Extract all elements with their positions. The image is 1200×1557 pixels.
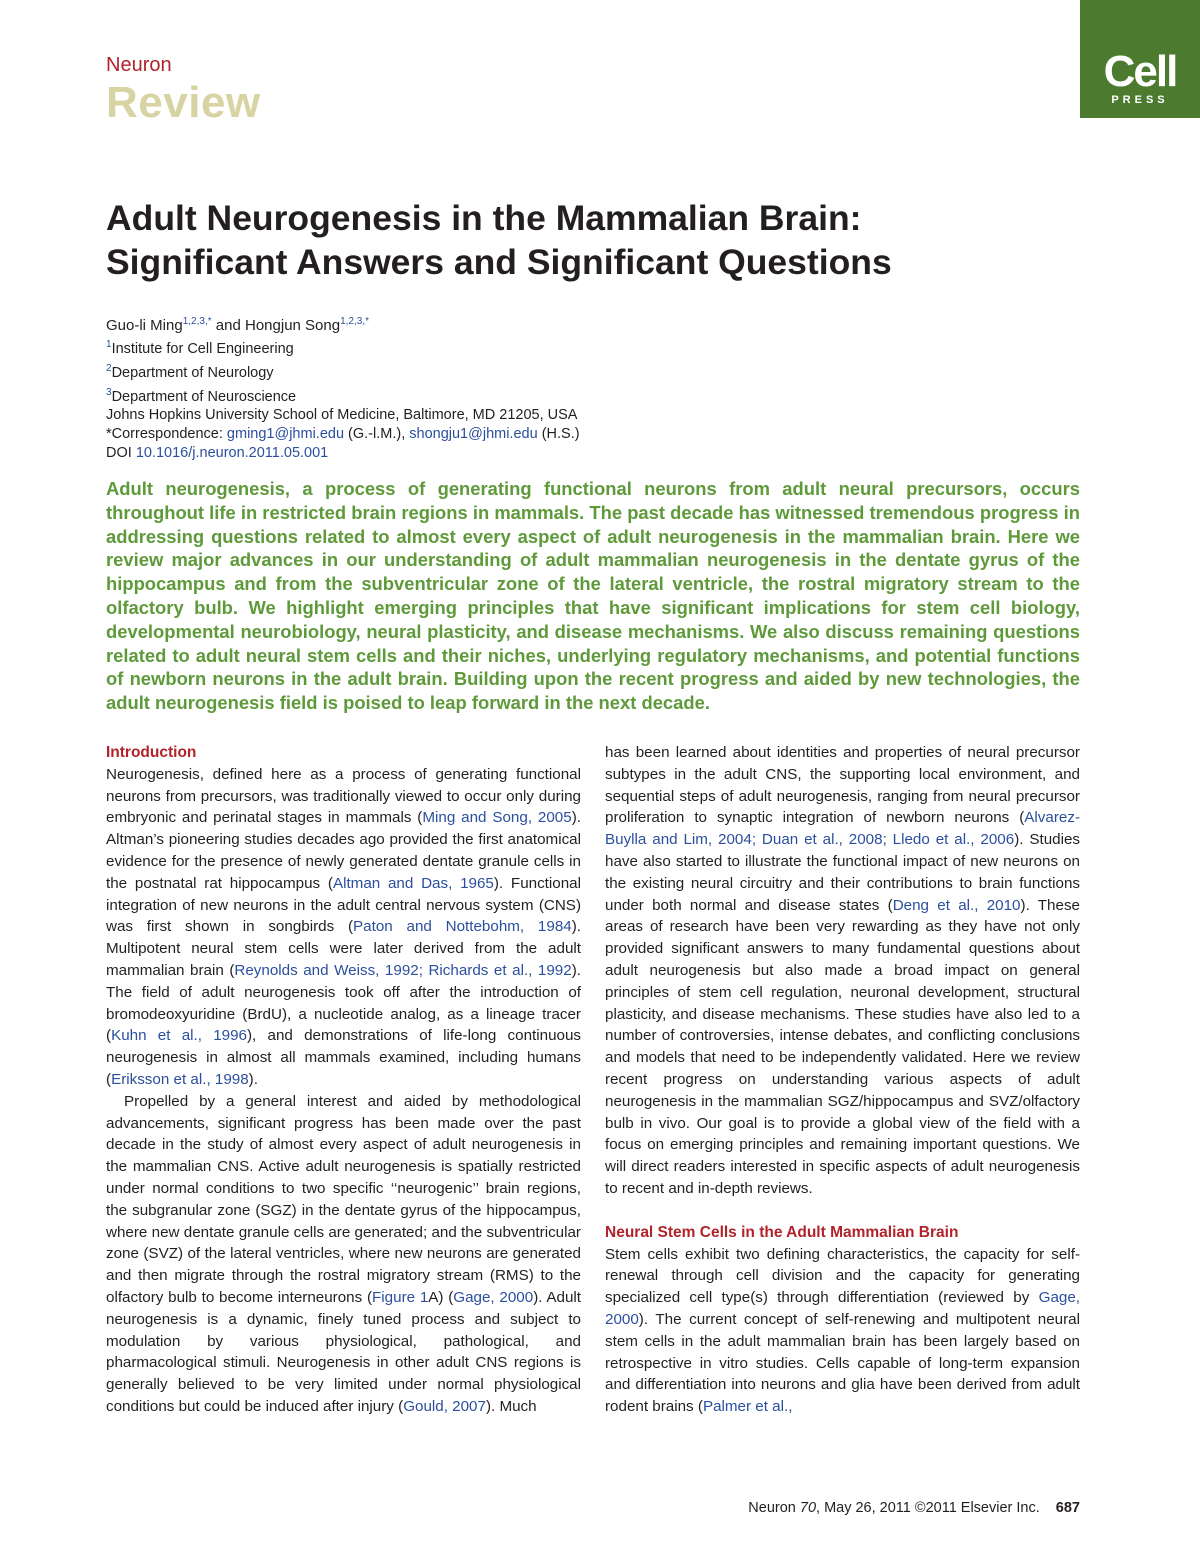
page-number: 687 xyxy=(1055,1500,1080,1516)
cell-press-logo xyxy=(1080,0,1200,118)
citation-link[interactable]: Eriksson et al., 1998 xyxy=(111,1070,249,1088)
author-name: Guo-li Ming xyxy=(106,317,183,334)
author-conjunction: and xyxy=(215,317,241,334)
paragraph: Neurogenesis, defined here as a process of generating functional neurons from precursors, was traditionally viewed to occur only during embryonic and perinatal stages in mammals (Ming and Song, 2005). Altman’s pioneering studies decades ago provided the first anatomical evidence for the presence of newly generated dentate granule cells in the postnatal rat hippocampus (Altman and Das, 1965). Functional integration of new neurons in the adult central nervous system (CNS) was first shown in songbirds (Paton and Nottebohm, 1984). Multipotent neural stem cells were later derived from the adult mammalian brain (Reynolds and Weiss, 1992; Richards et al., 1992). The field of adult neurogenesis took off after the introduction of bromodeoxyuridine (BrdU), a nucleotide analog, as a lineage tracer (Kuhn et al., 1996), and demonstrations of life-long continuous neurogenesis in almost all mammals examined, including humans (Eriksson et al., 1998). xyxy=(106,765,581,1088)
text-column-left xyxy=(106,742,581,1418)
logo-sub-text: PRESS xyxy=(1111,94,1169,106)
author-line xyxy=(106,312,580,335)
affiliation-2: $^2$Department of Neurology xyxy=(106,362,274,381)
citation-link[interactable]: Paton and Nottebohm, 1984 xyxy=(353,918,572,936)
figure-link[interactable]: Figure 1 xyxy=(372,1288,429,1306)
citation-link[interactable]: Kuhn et al., 1996 xyxy=(111,1027,247,1045)
page-footer xyxy=(748,1500,1080,1516)
doi-line: DOI 10.1016/j.neuron.2011.05.001 xyxy=(106,445,329,462)
citation-link[interactable]: Altman and Das, 1965 xyxy=(332,874,494,892)
section-label: Review xyxy=(106,78,261,127)
citation-link[interactable]: Palmer et al., xyxy=(702,1398,793,1416)
citation-link[interactable]: Gage, 2000 xyxy=(453,1288,534,1306)
author-block xyxy=(106,312,580,463)
correspondence: *Correspondence: gming1@jhmi.edu (G.-l.M.), shongju1@jhmi.edu (H.S.) xyxy=(106,426,580,443)
affiliation-3: $^3$Department of Neuroscience xyxy=(106,386,297,405)
citation-link[interactable]: Gould, 2007 xyxy=(403,1397,486,1415)
paragraph-continued: has been learned about identities and properties of neural precursor subtypes in the adult CNS, the supporting local environment, and sequential steps of adult neurogenesis, ranging from neural precursor proliferation to synaptic integration of newborn neurons (Alvarez-Buylla and Lim, 2004; Duan et al., 2008; Lledo et al., 2006). Studies have also started to illustrate the functional impact of new neurons on the existing neural circuitry and their contributions to brain functions under both normal and disease states (Deng et al., 2010). These areas of research have been very rewarding as they have not only provided significant answers to many fundamental questions about adult neurogenesis but also made a broad impact on general principles of stem cell regulation, neuronal development, structural plasticity, and disease mechanisms. These studies have also led to a number of controversies, intense debates, and conflicting conclusions and models that need to be independently validated. Here we review recent progress on understanding various aspects of adult neurogenesis in the mammalian SGZ/hippocampus and SVZ/olfactory bulb in vivo. Our goal is to provide a global view of the field with a focus on emerging principles and remaining important questions. We will direct readers interested in specific aspects of adult neurogenesis to recent and in-depth reviews. xyxy=(605,744,1081,1197)
citation-link[interactable]: Ming and Song, 2005 xyxy=(422,809,572,827)
doi-link[interactable]: 10.1016/j.neuron.2011.05.001 xyxy=(135,445,329,462)
section-heading-introduction: Introduction xyxy=(106,744,197,761)
title-line-1: Adult Neurogenesis in the Mammalian Brain: xyxy=(106,198,862,238)
title-line-2: Significant Answers and Significant Questions xyxy=(106,242,892,282)
email-link[interactable]: gming1@jhmi.edu xyxy=(226,426,345,443)
journal-name: Neuron xyxy=(106,54,172,76)
footer-volume: 70 xyxy=(799,1500,817,1516)
citation-link[interactable]: Gage, 2000 xyxy=(605,1289,1080,1328)
paragraph: Stem cells exhibit two defining characteristics, the capacity for self-renewal through cell division and the capacity for generating specialized cell type(s) through differentiation (reviewed by Gage, 2000). The current concept of self-renewing and multipotent neural stem cells in the adult mammalian brain has been largely based on retrospective in vitro studies. Cells capable of long-term expansion and differentiation into neurons and glia have been derived from adult rodent brains (Palmer et al., xyxy=(605,1245,1080,1416)
institution: Johns Hopkins University School of Medicine, Baltimore, MD 21205, USA xyxy=(106,407,578,424)
author-affiliation-marks: 1,2,3,* xyxy=(182,316,212,327)
author-name: Hongjun Song xyxy=(245,317,341,334)
citation-link[interactable]: Reynolds and Weiss, 1992; Richards et al., 1992 xyxy=(234,961,572,979)
abstract: Adult neurogenesis, a process of generating functional neurons from adult neural precursors, occurs throughout life in restricted brain regions in mammals. The past decade has witnessed tremendous progress in addressing questions related to almost every aspect of adult neurogenesis in the mammalian brain. Here we review major advances in our understanding of adult mammalian neurogenesis in the dentate gyrus of the hippocampus and from the subventricular zone of the lateral ventricle, the rostral migratory stream to the olfactory bulb. We highlight emerging principles that have significant implications for stem cell biology, developmental neurobiology, neural plasticity, and disease mechanisms. We also discuss remaining questions related to adult neural stem cells and their niches, underlying regulatory mechanisms, and potential functions of newborn neurons in the adult brain. Building upon the recent progress and aided by new technologies, the adult neurogenesis field is poised to leap forward in the next decade. xyxy=(106,478,1080,714)
article-title xyxy=(106,196,1106,284)
logo-main-text: Cell xyxy=(1103,47,1177,96)
footer-journal: Neuron xyxy=(748,1500,796,1516)
citation-link[interactable]: Alvarez-Buylla and Lim, 2004; Duan et al., 2008; Lledo et al., 2006 xyxy=(605,809,1080,849)
footer-date: , May 26, 2011 ©2011 Elsevier Inc. xyxy=(816,1500,1040,1516)
citation-link[interactable]: Deng et al., 2010 xyxy=(892,896,1021,914)
affiliation-1: $^1$Institute for Cell Engineering xyxy=(106,339,294,357)
section-heading-neural-stem-cells: Neural Stem Cells in the Adult Mammalian Brain xyxy=(605,1223,959,1241)
text-column-right xyxy=(605,742,1080,1418)
email-link[interactable]: shongju1@jhmi.edu xyxy=(409,426,538,443)
paragraph: Propelled by a general interest and aided by methodological advancements, significant progress has been made over the past decade in the study of almost every aspect of adult neurogenesis in the mammalian CNS. Active adult neurogenesis is spatially restricted under normal conditions to two specific ‘‘neurogenic’’ brain regions, the subgranular zone (SGZ) in the dentate gyrus of the hippocampus, where new dentate granule cells are generated; and the subventricular zone (SVZ) of the lateral ventricles, where new neurons are generated and then migrate through the rostral migratory stream (RMS) to the olfactory bulb to become interneurons (Figure 1A) (Gage, 2000). Adult neurogenesis is a dynamic, finely tuned process and subject to modulation by various physiological, pathological, and pharmacological stimuli. Neurogenesis in other adult CNS regions is generally believed to be very limited under normal physiological conditions but could be induced after injury (Gould, 2007). Much xyxy=(106,1092,581,1415)
author-affiliation-marks: 1,2,3,* xyxy=(340,316,369,327)
